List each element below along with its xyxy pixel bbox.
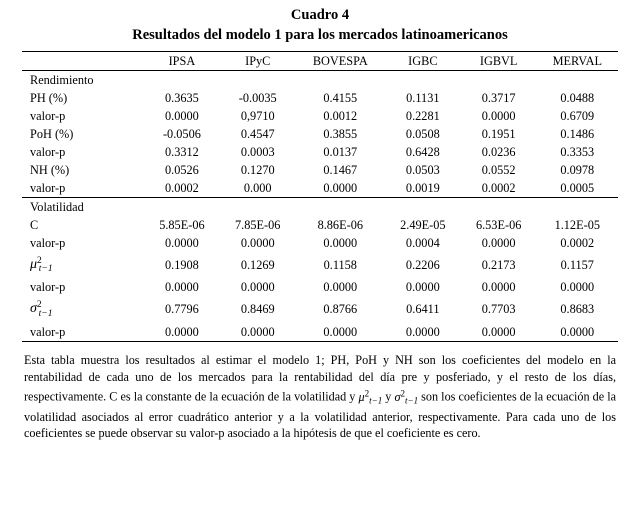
results-table bbox=[22, 51, 618, 342]
table-caption: Resultados del modelo 1 para los mercados latinoamericanos bbox=[132, 27, 508, 43]
cell: 0.6428 bbox=[405, 144, 440, 159]
cell: -0.0035 bbox=[238, 90, 277, 105]
cell: 0.0012 bbox=[323, 108, 358, 123]
cell: 0.8766 bbox=[323, 302, 358, 317]
cell: -0.0506 bbox=[162, 126, 201, 141]
row-label-sigma-squared bbox=[22, 297, 144, 324]
table-row bbox=[22, 323, 618, 342]
note-text-part3: son los coeficientes de la ecuación de la volatilidad asociados al error cuadrático anterior y a la volatilidad anterior, respectivamente. Para cada uno de los coeficientes se puede observar su valor-p asociado a la hipótesis de que el coeficiente es cero. bbox=[24, 389, 617, 441]
table-row bbox=[22, 279, 618, 297]
table-row bbox=[22, 107, 618, 125]
cell: 0.3855 bbox=[323, 126, 358, 141]
row-label-poh: PoH (%) bbox=[30, 126, 74, 141]
cell: 0.1486 bbox=[560, 126, 595, 141]
mu-squared-symbol: μ2t−1 bbox=[30, 255, 53, 275]
table-row bbox=[22, 179, 618, 198]
cell: 0.0000 bbox=[323, 235, 358, 250]
cell: 0.1270 bbox=[240, 162, 275, 177]
cell: 0.0000 bbox=[323, 180, 358, 195]
row-label-ph: PH (%) bbox=[30, 90, 68, 105]
column-header-blank bbox=[22, 52, 144, 71]
cell: 0.0000 bbox=[560, 280, 595, 295]
cell: 0.0000 bbox=[165, 235, 199, 250]
cell: 0.0002 bbox=[165, 180, 199, 195]
row-label-valor-p: valor-p bbox=[30, 235, 66, 250]
cell: 0.8683 bbox=[560, 302, 595, 317]
cell: 0.0000 bbox=[144, 323, 220, 342]
row-label-valor-p: valor-p bbox=[30, 144, 66, 159]
mu-squared-inline-symbol: $\mu^2_{t-1}$ bbox=[358, 388, 383, 406]
row-label-valor-p: valor-p bbox=[22, 323, 144, 342]
cell: 0.1157 bbox=[560, 257, 594, 272]
cell: 0.0000 bbox=[220, 323, 296, 342]
table-row bbox=[22, 143, 618, 161]
cell: 0.0004 bbox=[405, 235, 440, 250]
section-label-rendimiento: Rendimiento bbox=[30, 72, 94, 87]
row-label-mu-squared bbox=[22, 252, 144, 279]
cell: 0.2281 bbox=[405, 108, 440, 123]
section-header-volatilidad bbox=[22, 198, 618, 217]
cell: 0.1131 bbox=[406, 90, 440, 105]
cell: 0.0137 bbox=[323, 144, 358, 159]
cell: 0.7796 bbox=[165, 302, 199, 317]
note-text-part2: y bbox=[382, 389, 395, 404]
cell: 6.53E-06 bbox=[475, 217, 522, 232]
table-note bbox=[24, 352, 616, 442]
cell: 0.1467 bbox=[323, 162, 358, 177]
cell: 0.1908 bbox=[165, 257, 199, 272]
cell: 0.1158 bbox=[323, 257, 357, 272]
table-body bbox=[22, 71, 618, 342]
cell: 0.4155 bbox=[323, 90, 358, 105]
sigma-squared-inline-symbol: $\sigma^2_{t-1}$ bbox=[394, 388, 419, 406]
row-label-valor-p: valor-p bbox=[30, 108, 66, 123]
note-text-part1: Esta tabla muestra los resultados al estimar el modelo 1; PH, PoH y NH son los coeficientes del modelo en la rentabilidad de cada uno de los mercados para la rentabilidad del día pre y posferiado, y el resto de los días, respectivamente. C es la constante de la ecuación de la volatilidad y bbox=[24, 353, 616, 404]
cell: 0.8469 bbox=[240, 302, 275, 317]
cell: 0.1269 bbox=[240, 257, 275, 272]
row-label-valor-p: valor-p bbox=[30, 180, 66, 195]
table-row bbox=[22, 89, 618, 107]
cell: 0.6709 bbox=[560, 108, 595, 123]
row-label-valor-p: valor-p bbox=[30, 280, 66, 295]
column-header-igbc: IGBC bbox=[385, 52, 461, 71]
table-row bbox=[22, 234, 618, 252]
sigma-squared-symbol: σ2t−1 bbox=[30, 300, 53, 319]
cell: 0.1951 bbox=[481, 126, 516, 141]
cell: 0.0508 bbox=[405, 126, 440, 141]
table-header-row bbox=[22, 52, 618, 71]
cell: 0.0005 bbox=[560, 180, 595, 195]
section-label-volatilidad: Volatilidad bbox=[22, 198, 618, 217]
cell: 0.3312 bbox=[165, 144, 199, 159]
cell: 0.0236 bbox=[481, 144, 516, 159]
cell: 0.0000 bbox=[481, 108, 516, 123]
cell: 2.49E-05 bbox=[400, 217, 446, 232]
cell: 0.7703 bbox=[481, 302, 516, 317]
cell: 5.85E-06 bbox=[159, 217, 205, 232]
cell: 0.0000 bbox=[461, 323, 537, 342]
cell: 0.0000 bbox=[405, 280, 440, 295]
table-title-block bbox=[16, 6, 624, 45]
section-header-rendimiento bbox=[22, 71, 618, 90]
cell: 0.3717 bbox=[481, 90, 516, 105]
cell: 8.86E-06 bbox=[317, 217, 363, 232]
table-row bbox=[22, 297, 618, 324]
cell: 0.0002 bbox=[560, 235, 595, 250]
cell: 7.85E-06 bbox=[235, 217, 281, 232]
table-row bbox=[22, 216, 618, 234]
column-header-igbvl: IGBVL bbox=[461, 52, 537, 71]
cell: 0.2173 bbox=[481, 257, 516, 272]
cell: 0.0526 bbox=[165, 162, 199, 177]
cell: 0.0488 bbox=[560, 90, 595, 105]
cell: 0.4547 bbox=[240, 126, 275, 141]
cell: 0.0000 bbox=[296, 323, 385, 342]
cell: 0.0000 bbox=[240, 280, 275, 295]
column-header-ipsa: IPSA bbox=[144, 52, 220, 71]
cell: 0.0978 bbox=[560, 162, 595, 177]
cell: 0.0000 bbox=[481, 235, 516, 250]
cell: 0.0003 bbox=[240, 144, 275, 159]
cell: 0.000 bbox=[243, 180, 272, 195]
cell: 0.0552 bbox=[481, 162, 516, 177]
table-row bbox=[22, 252, 618, 279]
cell: 1.12E-05 bbox=[554, 217, 600, 232]
column-header-bovespa: BOVESPA bbox=[296, 52, 385, 71]
cell: 0.6411 bbox=[406, 302, 440, 317]
cell: 0.3353 bbox=[560, 144, 595, 159]
row-label-nh: NH (%) bbox=[30, 162, 70, 177]
cell: 0.0000 bbox=[240, 235, 275, 250]
cell: 0.0000 bbox=[165, 280, 199, 295]
cell: 0.0019 bbox=[405, 180, 440, 195]
column-header-merval: MERVAL bbox=[537, 52, 618, 71]
cell: 0.0000 bbox=[323, 280, 358, 295]
cell: 0.0000 bbox=[165, 108, 199, 123]
cell: 0.0000 bbox=[481, 280, 516, 295]
cell: 0.2206 bbox=[405, 257, 440, 272]
row-label-c: C bbox=[30, 217, 39, 232]
table-number: Cuadro 4 bbox=[290, 7, 350, 23]
table-head bbox=[22, 52, 618, 71]
cell: 0.0002 bbox=[481, 180, 516, 195]
cell: 0.3635 bbox=[165, 90, 199, 105]
table-row bbox=[22, 125, 618, 143]
table-row bbox=[22, 161, 618, 179]
cell: 0.0503 bbox=[405, 162, 440, 177]
cell: 0.0000 bbox=[537, 323, 618, 342]
cell: 0.0000 bbox=[385, 323, 461, 342]
column-header-ipyc: IPyC bbox=[220, 52, 296, 71]
cell: 0,9710 bbox=[240, 108, 275, 123]
